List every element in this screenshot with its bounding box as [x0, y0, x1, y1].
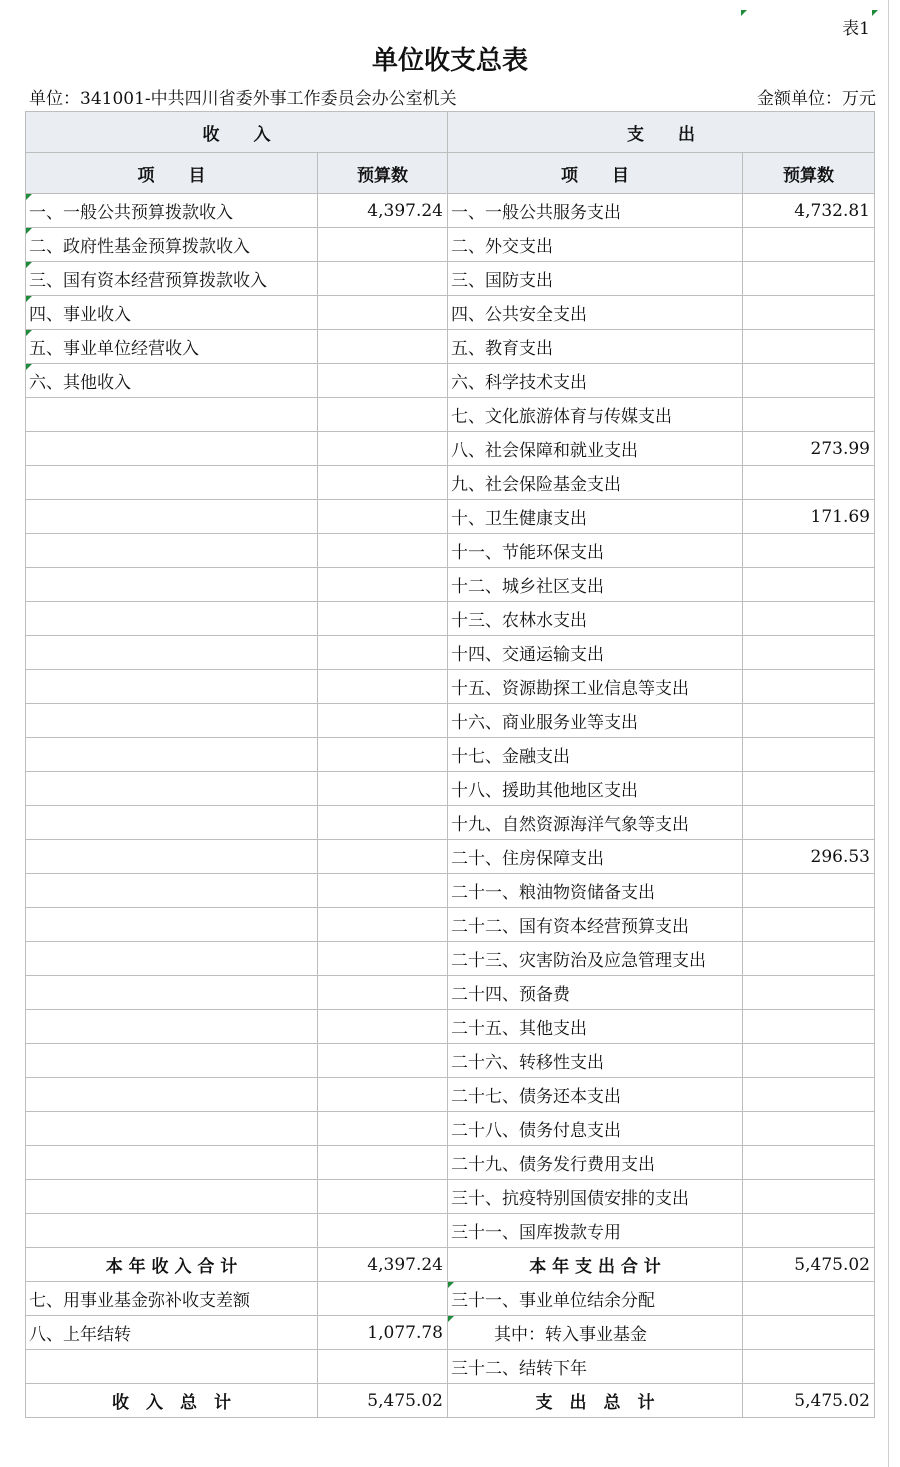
year-income-total-label: 本 年 收 入 合 计 — [26, 1248, 318, 1282]
income-item-cell — [26, 976, 318, 1010]
expense-value-cell — [743, 806, 875, 840]
expense-item-cell: 十一、节能环保支出 — [448, 534, 743, 568]
table-row — [26, 806, 875, 840]
table-row — [26, 772, 875, 806]
table-row — [26, 976, 875, 1010]
expense-value-cell — [743, 1214, 875, 1248]
expense-value-cell — [743, 602, 875, 636]
expense-value-cell — [743, 1146, 875, 1180]
income-value-cell — [318, 1112, 448, 1146]
income-value-cell — [318, 534, 448, 568]
income-value-cell — [318, 704, 448, 738]
income-item-cell — [26, 1180, 318, 1214]
expense-item-cell: 十六、商业服务业等支出 — [448, 704, 743, 738]
expense-item-cell: 三十二、结转下年 — [448, 1350, 743, 1384]
expense-value-cell — [743, 398, 875, 432]
income-value-cell — [318, 1214, 448, 1248]
income-item-cell — [26, 1350, 318, 1384]
expense-value-cell — [743, 670, 875, 704]
section-header-row — [26, 112, 875, 153]
table-row — [26, 398, 875, 432]
income-item-cell: 五、事业单位经营收入 — [26, 330, 318, 364]
expense-value-cell — [743, 1078, 875, 1112]
table-number: 表1 — [842, 19, 870, 39]
expense-item-cell: 三、国防支出 — [448, 262, 743, 296]
income-value-cell — [318, 1350, 448, 1384]
expense-value-cell — [743, 1350, 875, 1384]
income-item-cell — [26, 466, 318, 500]
income-item-cell — [26, 1010, 318, 1044]
cell-comment-marker — [872, 10, 878, 16]
expense-item-cell: 三十一、事业单位结余分配 — [448, 1282, 743, 1316]
grand-income-total-value: 5,475.02 — [318, 1384, 448, 1418]
expense-item-cell: 二、外交支出 — [448, 228, 743, 262]
table-row — [26, 466, 875, 500]
expense-value-cell — [743, 1180, 875, 1214]
income-value-cell — [318, 262, 448, 296]
table-row — [26, 874, 875, 908]
expense-item-cell: 三十一、国库拨款专用 — [448, 1214, 743, 1248]
income-item-cell — [26, 1044, 318, 1078]
table-row — [26, 534, 875, 568]
table-row — [26, 1316, 875, 1350]
income-item-cell — [26, 806, 318, 840]
table-row — [26, 670, 875, 704]
table-row — [26, 262, 875, 296]
income-item-cell — [26, 500, 318, 534]
income-item-cell — [26, 942, 318, 976]
income-item-cell: 八、上年结转 — [26, 1316, 318, 1350]
expense-value-cell — [743, 1010, 875, 1044]
grand-total-row — [26, 1384, 875, 1418]
income-value-cell — [318, 840, 448, 874]
expense-item-cell: 九、社会保险基金支出 — [448, 466, 743, 500]
expense-value-cell — [743, 908, 875, 942]
income-item-cell — [26, 1112, 318, 1146]
table-row — [26, 636, 875, 670]
income-value-cell — [318, 228, 448, 262]
expense-item-cell: 十九、自然资源海洋气象等支出 — [448, 806, 743, 840]
income-value-cell — [318, 636, 448, 670]
income-item-cell — [26, 670, 318, 704]
money-unit: 金额单位：万元 — [757, 89, 876, 109]
table-row — [26, 1010, 875, 1044]
income-value-cell — [318, 976, 448, 1010]
expense-section-header: 支 出 — [448, 112, 875, 153]
expense-item-cell: 三十、抗疫特别国债安排的支出 — [448, 1180, 743, 1214]
income-value-cell — [318, 398, 448, 432]
income-item-cell — [26, 840, 318, 874]
income-item-cell: 七、用事业基金弥补收支差额 — [26, 1282, 318, 1316]
income-value-cell — [318, 772, 448, 806]
expense-item-cell: 一、一般公共服务支出 — [448, 194, 743, 228]
expense-value-cell — [743, 636, 875, 670]
year-expense-total-value: 5,475.02 — [743, 1248, 875, 1282]
expense-value-cell: 171.69 — [743, 500, 875, 534]
income-item-cell: 二、政府性基金预算拨款收入 — [26, 228, 318, 262]
income-value-cell — [318, 432, 448, 466]
expense-value-cell — [743, 330, 875, 364]
expense-item-cell: 四、公共安全支出 — [448, 296, 743, 330]
table-row — [26, 296, 875, 330]
expense-item-cell: 八、社会保障和就业支出 — [448, 432, 743, 466]
expense-value-cell — [743, 228, 875, 262]
expense-item-cell: 十三、农林水支出 — [448, 602, 743, 636]
expense-value-cell — [743, 262, 875, 296]
expense-value-cell: 4,732.81 — [743, 194, 875, 228]
expense-item-cell: 十二、城乡社区支出 — [448, 568, 743, 602]
expense-item-cell: 二十六、转移性支出 — [448, 1044, 743, 1078]
expense-item-header: 项 目 — [448, 153, 743, 194]
income-item-cell — [26, 772, 318, 806]
income-item-cell — [26, 738, 318, 772]
expense-item-cell: 二十九、债务发行费用支出 — [448, 1146, 743, 1180]
expense-value-cell — [743, 1112, 875, 1146]
expense-item-cell: 十、卫生健康支出 — [448, 500, 743, 534]
column-header-row — [26, 153, 875, 194]
expense-item-cell: 二十八、债务付息支出 — [448, 1112, 743, 1146]
page-edge-rule — [888, 0, 889, 1467]
income-value-cell — [318, 1282, 448, 1316]
unit-name: 单位：341001-中共四川省委外事工作委员会办公室机关 — [29, 89, 457, 109]
expense-item-cell: 二十一、粮油物资储备支出 — [448, 874, 743, 908]
table-row — [26, 908, 875, 942]
income-value-cell — [318, 602, 448, 636]
income-item-header: 项 目 — [26, 153, 318, 194]
income-value-cell: 1,077.78 — [318, 1316, 448, 1350]
income-item-cell — [26, 1214, 318, 1248]
income-item-cell — [26, 908, 318, 942]
income-value-cell — [318, 908, 448, 942]
income-item-cell — [26, 534, 318, 568]
table-row — [26, 704, 875, 738]
table-row — [26, 432, 875, 466]
table-row — [26, 1078, 875, 1112]
income-value-cell — [318, 1146, 448, 1180]
grand-expense-total-label: 支 出 总 计 — [448, 1384, 743, 1418]
income-value-cell — [318, 296, 448, 330]
expense-item-cell: 六、科学技术支出 — [448, 364, 743, 398]
income-expense-table — [25, 111, 875, 1418]
expense-value-cell — [743, 874, 875, 908]
expense-value-cell — [743, 534, 875, 568]
expense-value-cell — [743, 364, 875, 398]
expense-value-cell: 296.53 — [743, 840, 875, 874]
expense-value-cell — [743, 296, 875, 330]
table-row — [26, 364, 875, 398]
expense-item-cell: 二十五、其他支出 — [448, 1010, 743, 1044]
table-row — [26, 1146, 875, 1180]
expense-item-cell: 十七、金融支出 — [448, 738, 743, 772]
expense-value-cell — [743, 738, 875, 772]
expense-item-cell: 七、文化旅游体育与传媒支出 — [448, 398, 743, 432]
expense-value-cell: 273.99 — [743, 432, 875, 466]
expense-item-cell: 十八、援助其他地区支出 — [448, 772, 743, 806]
income-item-cell — [26, 1146, 318, 1180]
expense-item-cell: 五、教育支出 — [448, 330, 743, 364]
income-value-cell — [318, 466, 448, 500]
income-item-cell: 一、一般公共预算拨款收入 — [26, 194, 318, 228]
year-total-row — [26, 1248, 875, 1282]
expense-item-cell: 其中：转入事业基金 — [448, 1316, 743, 1350]
expense-item-cell: 二十四、预备费 — [448, 976, 743, 1010]
income-item-cell: 四、事业收入 — [26, 296, 318, 330]
table-row — [26, 568, 875, 602]
income-item-cell — [26, 432, 318, 466]
income-value-cell — [318, 806, 448, 840]
table-row — [26, 1044, 875, 1078]
income-item-cell — [26, 704, 318, 738]
table-row — [26, 330, 875, 364]
table-row — [26, 1112, 875, 1146]
income-item-cell — [26, 602, 318, 636]
income-value-cell — [318, 942, 448, 976]
income-budget-header: 预算数 — [318, 153, 448, 194]
income-value-cell — [318, 1044, 448, 1078]
expense-budget-header: 预算数 — [743, 153, 875, 194]
expense-item-cell: 二十二、国有资本经营预算支出 — [448, 908, 743, 942]
table-row — [26, 840, 875, 874]
cell-comment-marker — [741, 10, 747, 16]
income-value-cell — [318, 500, 448, 534]
table-row — [26, 602, 875, 636]
expense-value-cell — [743, 568, 875, 602]
table-row — [26, 228, 875, 262]
expense-item-cell: 二十三、灾害防治及应急管理支出 — [448, 942, 743, 976]
year-expense-total-label: 本 年 支 出 合 计 — [448, 1248, 743, 1282]
expense-value-cell — [743, 1282, 875, 1316]
income-value-cell — [318, 1078, 448, 1112]
expense-value-cell — [743, 772, 875, 806]
table-row — [26, 1214, 875, 1248]
year-income-total-value: 4,397.24 — [318, 1248, 448, 1282]
income-item-cell: 三、国有资本经营预算拨款收入 — [26, 262, 318, 296]
expense-value-cell — [743, 942, 875, 976]
table-row — [26, 194, 875, 228]
income-value-cell — [318, 670, 448, 704]
expense-value-cell — [743, 1044, 875, 1078]
income-value-cell — [318, 364, 448, 398]
table-row — [26, 1180, 875, 1214]
income-item-cell: 六、其他收入 — [26, 364, 318, 398]
income-item-cell — [26, 636, 318, 670]
expense-value-cell — [743, 704, 875, 738]
expense-value-cell — [743, 466, 875, 500]
table-row — [26, 942, 875, 976]
income-item-cell — [26, 1078, 318, 1112]
table-row — [26, 1350, 875, 1384]
income-value-cell — [318, 738, 448, 772]
income-item-cell — [26, 874, 318, 908]
income-value-cell — [318, 874, 448, 908]
page-title: 单位收支总表 — [371, 46, 528, 76]
income-value-cell — [318, 1180, 448, 1214]
income-value-cell — [318, 568, 448, 602]
income-item-cell — [26, 398, 318, 432]
table-row — [26, 738, 875, 772]
grand-income-total-label: 收 入 总 计 — [26, 1384, 318, 1418]
income-value-cell: 4,397.24 — [318, 194, 448, 228]
expense-item-cell: 十四、交通运输支出 — [448, 636, 743, 670]
expense-value-cell — [743, 1316, 875, 1350]
table-row — [26, 1282, 875, 1316]
income-value-cell — [318, 330, 448, 364]
expense-value-cell — [743, 976, 875, 1010]
expense-item-cell: 二十、住房保障支出 — [448, 840, 743, 874]
income-value-cell — [318, 1010, 448, 1044]
income-item-cell — [26, 568, 318, 602]
table-row — [26, 500, 875, 534]
expense-item-cell: 二十七、债务还本支出 — [448, 1078, 743, 1112]
expense-item-cell: 十五、资源勘探工业信息等支出 — [448, 670, 743, 704]
income-section-header: 收 入 — [26, 112, 448, 153]
grand-expense-total-value: 5,475.02 — [743, 1384, 875, 1418]
